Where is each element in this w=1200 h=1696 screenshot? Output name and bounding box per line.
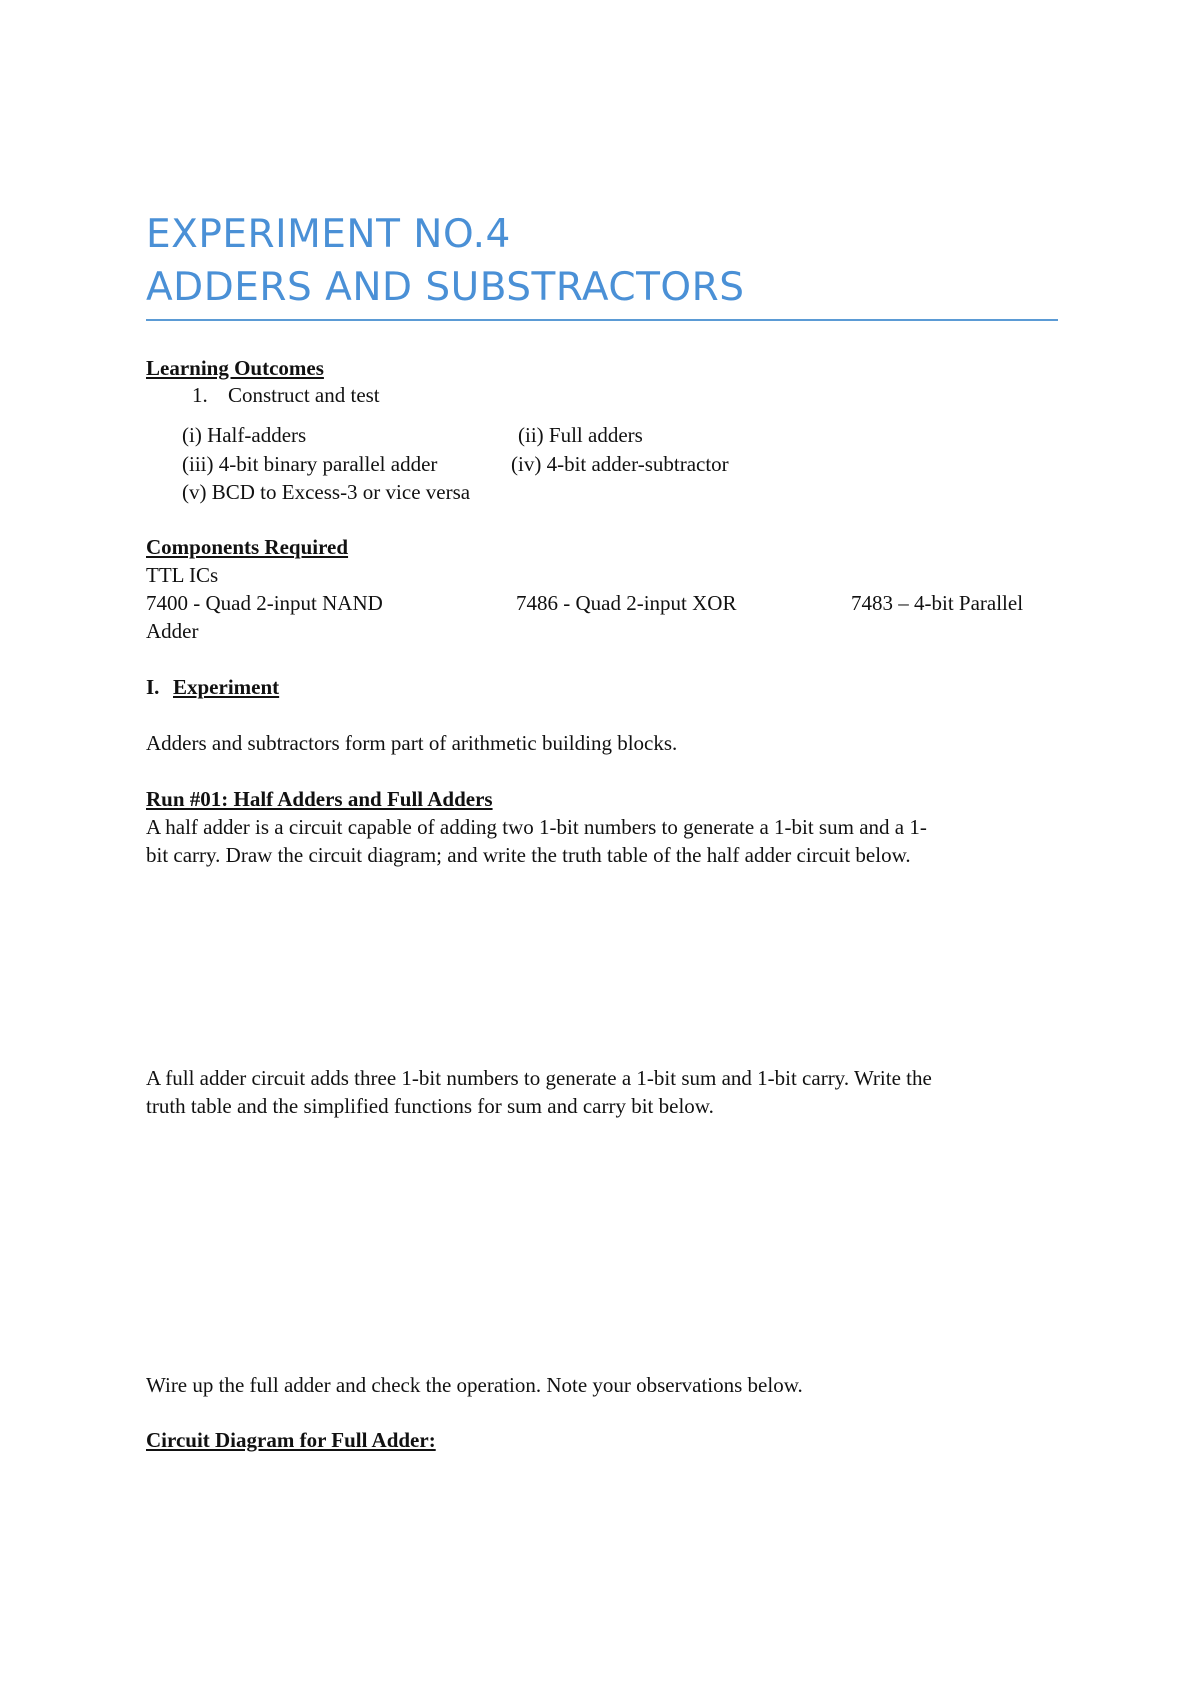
outcome-sub-item: (iv) 4-bit adder-subtractor xyxy=(511,452,729,476)
document-title xyxy=(146,208,1066,314)
ttl-ics-label: TTL ICs xyxy=(146,563,219,587)
outcome-number: 1. xyxy=(192,383,208,407)
outcome-sub-item: (v) BCD to Excess-3 or vice versa xyxy=(182,480,471,504)
outcome-sub-item: (i) Half-adders xyxy=(182,423,307,447)
outcome-sub-item: (iii) 4-bit binary parallel adder xyxy=(182,452,438,476)
title-line-1: EXPERIMENT NO.4 xyxy=(146,212,511,257)
experiment-intro: Adders and subtractors form part of arithmetic building blocks. xyxy=(146,731,678,755)
learning-outcomes-heading: Learning Outcomes xyxy=(146,356,324,380)
components-heading: Components Required xyxy=(146,535,349,559)
ic-7483: 7483 – 4-bit Parallel xyxy=(851,591,1024,615)
full-adder-paragraph-line2: truth table and the simplified functions for sum and carry bit below. xyxy=(146,1094,714,1118)
half-adder-paragraph-line1: A half adder is a circuit capable of adding two 1-bit numbers to generate a 1-bit sum and a 1- xyxy=(146,815,927,839)
full-adder-paragraph-line1: A full adder circuit adds three 1-bit numbers to generate a 1-bit sum and 1-bit carry. Write the xyxy=(146,1066,932,1090)
outcome-text: Construct and test xyxy=(228,383,380,407)
title-line-2: ADDERS AND SUBSTRACTORS xyxy=(146,265,745,310)
run01-heading: Run #01: Half Adders and Full Adders xyxy=(146,787,493,811)
ic-7483-wrap: Adder xyxy=(146,619,199,643)
outcome-sub-item: (ii) Full adders xyxy=(518,423,643,447)
ic-7486: 7486 - Quad 2-input XOR xyxy=(516,591,737,615)
title-underline-rule xyxy=(146,319,1058,321)
experiment-heading: Experiment xyxy=(173,675,280,699)
experiment-number: I. xyxy=(146,675,160,699)
half-adder-paragraph-line2: bit carry. Draw the circuit diagram; and write the truth table of the half adder circuit below. xyxy=(146,843,911,867)
ic-7400: 7400 - Quad 2-input NAND xyxy=(146,591,383,615)
wire-up-instruction: Wire up the full adder and check the operation. Note your observations below. xyxy=(146,1373,803,1397)
circuit-diagram-heading: Circuit Diagram for Full Adder: xyxy=(146,1428,436,1452)
